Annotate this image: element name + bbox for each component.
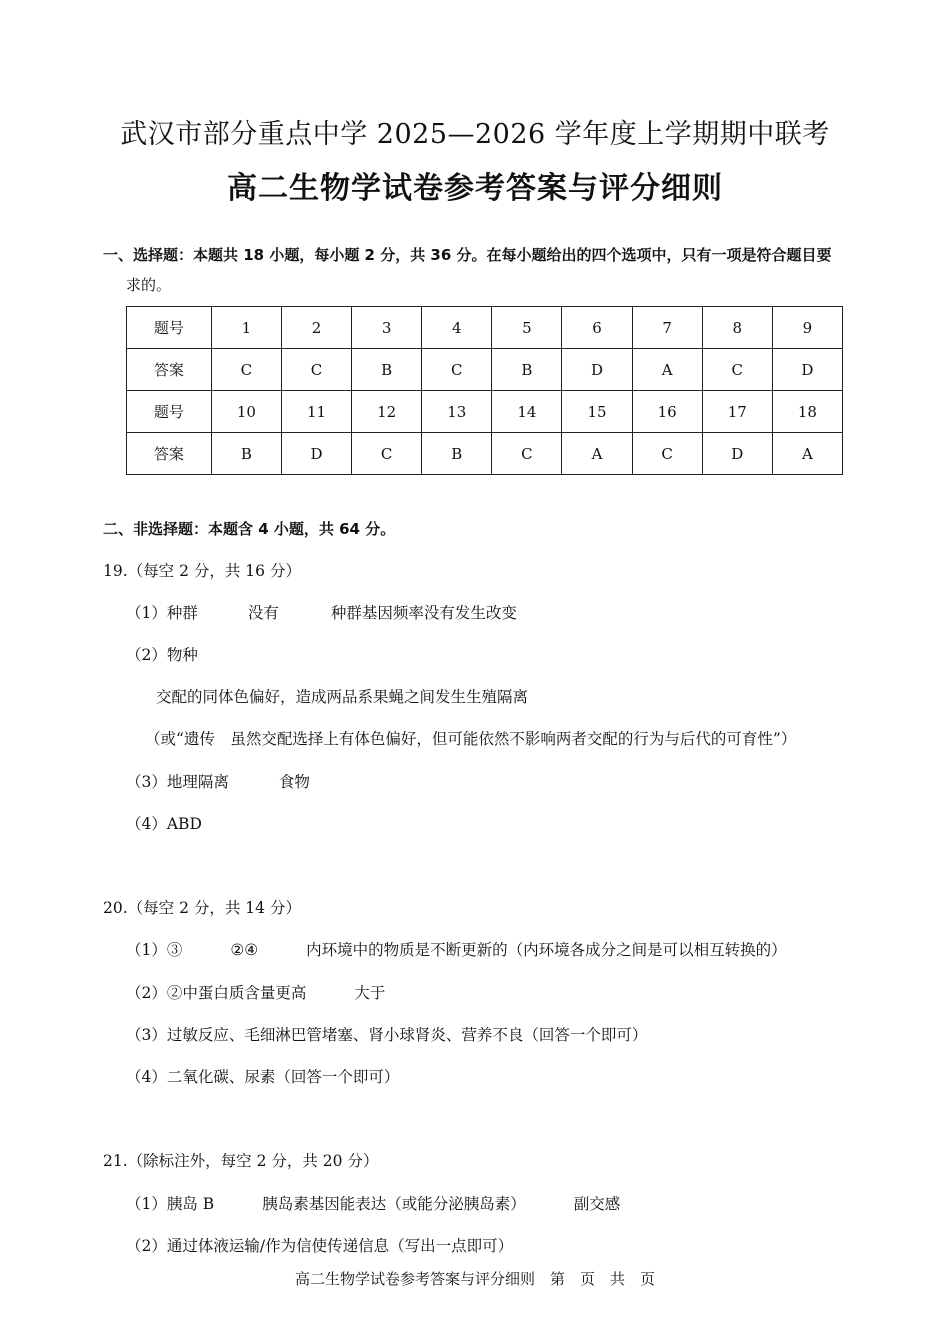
table-cell: 2 — [281, 307, 351, 349]
q20-a2-blank2: 大于 — [354, 984, 386, 1002]
q19-answer-1 — [126, 601, 517, 623]
table-cell: 13 — [422, 391, 492, 433]
document-title: 武汉市部分重点中学 2025—2026 学年度上学期期中联考 — [120, 119, 830, 150]
q21-answer-2: （2）通过体液运输/作为信使传递信息（写出一点即可） — [126, 1237, 514, 1255]
q20-answer-3: （3）过敏反应、毛细淋巴管堵塞、肾小球肾炎、营养不良（回答一个即可） — [126, 1026, 648, 1044]
q19-answer-3 — [126, 770, 310, 792]
q19-answer-2: （2）物种 — [126, 646, 198, 664]
table-cell: A — [632, 349, 702, 391]
q21-title: 21.（除标注外，每空 2 分，共 20 分） — [103, 1152, 379, 1170]
table-cell: 7 — [632, 307, 702, 349]
q19-a1-blank3: 种群基因频率没有发生改变 — [330, 604, 517, 622]
table-cell: C — [632, 433, 702, 475]
table-cell: 8 — [702, 307, 772, 349]
row-label-answer: 答案 — [127, 433, 212, 475]
row-label-answer: 答案 — [127, 349, 212, 391]
q20-title: 20.（每空 2 分，共 14 分） — [103, 899, 301, 917]
table-cell: 4 — [422, 307, 492, 349]
table-cell: B — [211, 433, 281, 475]
document-subtitle: 高二生物学试卷参考答案与评分细则 — [227, 171, 723, 206]
q19-a1-blank1: （1）种群 — [126, 604, 198, 622]
q19-title: 19.（每空 2 分，共 16 分） — [103, 562, 301, 580]
table-cell: A — [772, 433, 842, 475]
q20-a1-blank1: （1）③ — [126, 941, 183, 959]
q19-answer-4: （4）ABD — [126, 815, 202, 833]
table-cell: 11 — [281, 391, 351, 433]
row-label-number: 题号 — [127, 307, 212, 349]
page-footer: 高二生物学试卷参考答案与评分细则 第 页 共 页 — [294, 1270, 655, 1288]
table-row — [127, 307, 843, 349]
table-cell: D — [772, 349, 842, 391]
q21-a1-blank1: （1）胰岛 B — [126, 1195, 215, 1213]
q21-a1-blank3: 副交感 — [573, 1195, 621, 1213]
q20-answer-1 — [126, 938, 787, 960]
table-cell: C — [422, 349, 492, 391]
q20-a1-blank3: 内环境中的物质是不断更新的（内环境各成分之间是可以相互转换的） — [306, 941, 787, 959]
table-cell: C — [211, 349, 281, 391]
table-row — [127, 433, 843, 475]
table-cell: 17 — [702, 391, 772, 433]
table-cell: 10 — [211, 391, 281, 433]
table-cell: 9 — [772, 307, 842, 349]
table-cell: 3 — [352, 307, 422, 349]
table-cell: D — [281, 433, 351, 475]
table-cell: 5 — [492, 307, 562, 349]
table-cell: B — [492, 349, 562, 391]
table-cell: 1 — [211, 307, 281, 349]
part2-heading: 二、非选择题：本题含 4 小题，共 64 分。 — [103, 520, 396, 538]
q20-answer-2 — [126, 981, 385, 1003]
answer-table — [126, 306, 843, 475]
table-cell: C — [702, 349, 772, 391]
table-cell: 15 — [562, 391, 632, 433]
table-cell: 14 — [492, 391, 562, 433]
row-label-number: 题号 — [127, 391, 212, 433]
q19-answer-2-alt: （或“遗传 虽然交配选择上有体色偏好，但可能依然不影响两者交配的行为与后代的可育性”） — [145, 730, 797, 748]
table-row — [127, 349, 843, 391]
table-cell: 18 — [772, 391, 842, 433]
q20-a1-blank2: ②④ — [230, 941, 259, 959]
q21-answer-1 — [126, 1192, 620, 1214]
table-cell: B — [352, 349, 422, 391]
table-cell: D — [702, 433, 772, 475]
part1-heading-cont: 求的。 — [126, 276, 172, 294]
q19-a3-blank1: （3）地理隔离 — [126, 773, 229, 791]
table-cell: C — [352, 433, 422, 475]
table-cell: 16 — [632, 391, 702, 433]
table-cell: B — [422, 433, 492, 475]
table-row — [127, 391, 843, 433]
q19-answer-2-detail: 交配的同体色偏好，造成两品系果蝇之间发生生殖隔离 — [156, 688, 529, 706]
table-cell: A — [562, 433, 632, 475]
q20-a2-blank1: （2）②中蛋白质含量更高 — [126, 984, 307, 1002]
q19-a3-blank2: 食物 — [278, 773, 310, 791]
table-cell: 12 — [352, 391, 422, 433]
q19-a1-blank2: 没有 — [247, 604, 279, 622]
part1-heading: 一、选择题：本题共 18 小题，每小题 2 分，共 36 分。在每小题给出的四个选项中，只有一项是符合题目要 — [103, 246, 832, 264]
table-cell: C — [281, 349, 351, 391]
table-cell: D — [562, 349, 632, 391]
q21-a1-blank2: 胰岛素基因能表达（或能分泌胰岛素） — [262, 1195, 526, 1213]
table-cell: 6 — [562, 307, 632, 349]
table-cell: C — [492, 433, 562, 475]
q20-answer-4: （4）二氧化碳、尿素（回答一个即可） — [126, 1068, 400, 1086]
